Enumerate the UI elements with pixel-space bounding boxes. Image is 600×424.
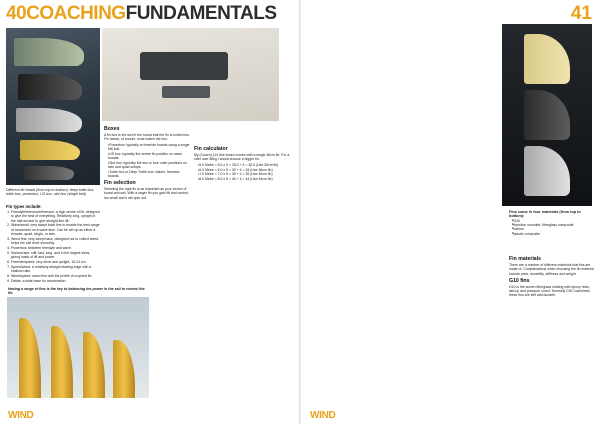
list-item: • 6.0 Metre = 6.0 x 5 = 30 + 4 = 34 (Use 36cm fin) (198, 168, 292, 172)
list-item: • Slot box: typically the two or four outer positions on twin and quad setups. (108, 161, 190, 170)
fin-types-heading: Fin types include: (6, 204, 42, 209)
fin-calculator-text: My (Coach) 114 litre board comes with a single 36cm fin. For a rider over 80kg I would choose a bigger fin. (194, 153, 290, 162)
fin-selection-text: Selecting the right fin is as important as your choice of board and sail. With a larger fin you gain lift and control; too small and it will spin out. (104, 187, 189, 200)
right-page-number: 41 (570, 3, 592, 24)
fin-types-section (6, 204, 100, 283)
fin-calculator-heading: Fin calculator (194, 146, 228, 152)
list-item: • US box: typically the centre fin position on wave boards. (108, 152, 190, 161)
gold-fins-photo (7, 297, 149, 398)
fin-materials-section (509, 254, 595, 299)
fin-calculator-section (194, 144, 292, 181)
header-title-coaching: COACHING (26, 3, 126, 24)
right-footer-logo: WIND (310, 410, 336, 421)
fin-types-list (6, 210, 100, 283)
fin-materials-photo (502, 24, 592, 206)
list-item: • Powerbox: typically on freeride boards using a single M6 bolt. (108, 143, 190, 152)
list-item: ■ injection moulded, fibreglass composite (512, 223, 595, 227)
calc-list (194, 163, 292, 181)
list-item: 1. Freestyle/freemove/freerace: a high centre of lift, designed to give the best of everything. Relatively long, upright in the mid-section to give straight-line lift. (11, 210, 100, 223)
fin-heads-caption: Different fin heads (from top to bottom): deep tuttle box, tuttle box, powerbox, US box, slot box (single bolt) (6, 188, 95, 197)
list-item: ■ G10 (512, 219, 595, 223)
list-item: ■ carbon (512, 227, 595, 231)
header-title-fundamentals: FUNDAMENTALS (125, 3, 277, 24)
list-item: 9. Deltas: a wide base for acceleration. (11, 279, 100, 283)
list-item: • 8.0 Metre = 8.0 x 5 = 40 + 4 = 44 (Use 44cm fin) (198, 177, 292, 181)
fin-materials-caption (509, 210, 595, 236)
list-item: • 5.0 Metre = 5.0 x 5 = 25.0 + 4 = 30.0 (Use 30cm fin) (198, 163, 292, 167)
list-item: 2. Wave/small: very swept back fins to enable the best range of movement on a wave face. Can be set up as either a thruster, quad, single, or twin. (11, 223, 100, 236)
boxes-list (104, 143, 190, 178)
page-header (6, 4, 277, 24)
boxes-intro: A fin box is the slot in the board that the fin is bolted into. Fin heads, of course, must match the box. (104, 133, 190, 142)
materials-list (509, 219, 595, 236)
g10-heading: G10 fins (509, 277, 530, 284)
list-item: 4. Powerbox: between freestyle and wave. (11, 246, 100, 250)
fin-box-photo (102, 28, 279, 121)
boxes-heading: Boxes (104, 126, 120, 132)
right-page (301, 0, 600, 424)
fin-materials-text: There are a number of different materials that fins are made of. Considerations when choosing the fin material include price, durability, stiffness and weight. (509, 263, 594, 276)
list-item: 7. Speed/weed: a relatively straight leading edge with a shallow rake. (11, 265, 100, 274)
fin-materials-heading: Fin materials (509, 256, 542, 262)
list-item: ■ plastic composite (512, 232, 595, 236)
list-item: 3. Weed fins: very swept back, designed not to collect weed, helps the sail drive smoothly. (11, 237, 100, 246)
left-page (0, 0, 299, 424)
left-footer-logo: WIND (8, 410, 34, 421)
gold-fins-caption: Having a range of fins is the key to balancing the power in the sail to control the fin. (8, 287, 145, 296)
list-item: 8. Weed/speed: weed fins with the profile of a speed fin. (11, 274, 100, 278)
list-item: 6. Freeride/speed: very short and upright, 15-24 cm. (11, 260, 100, 264)
fin-heads-photo (6, 28, 100, 185)
g10-text: G10 is the woven fibreglass matting with epoxy resin, laid up and pressure cured. Normally CNC machined, these fins are stiff and durable. (509, 284, 591, 298)
boxes-section (104, 124, 190, 201)
list-item: • 7.0 Metre = 7.0 x 5 = 35 + 4 = 39 (Use 40cm fin) (198, 172, 292, 176)
left-page-number: 40 (6, 3, 27, 24)
list-item: 5. Slalom/race: stiff, fast, long, and in the largest sizes, giving loads of lift and power. (11, 251, 100, 260)
fin-materials-caption-title: Fins come in four materials (from top to bottom): (509, 210, 581, 219)
list-item: • Tuttle box or Deep Tuttle box: slalom, freerace boards. (108, 170, 190, 179)
fin-selection-heading: Fin selection (104, 180, 136, 187)
